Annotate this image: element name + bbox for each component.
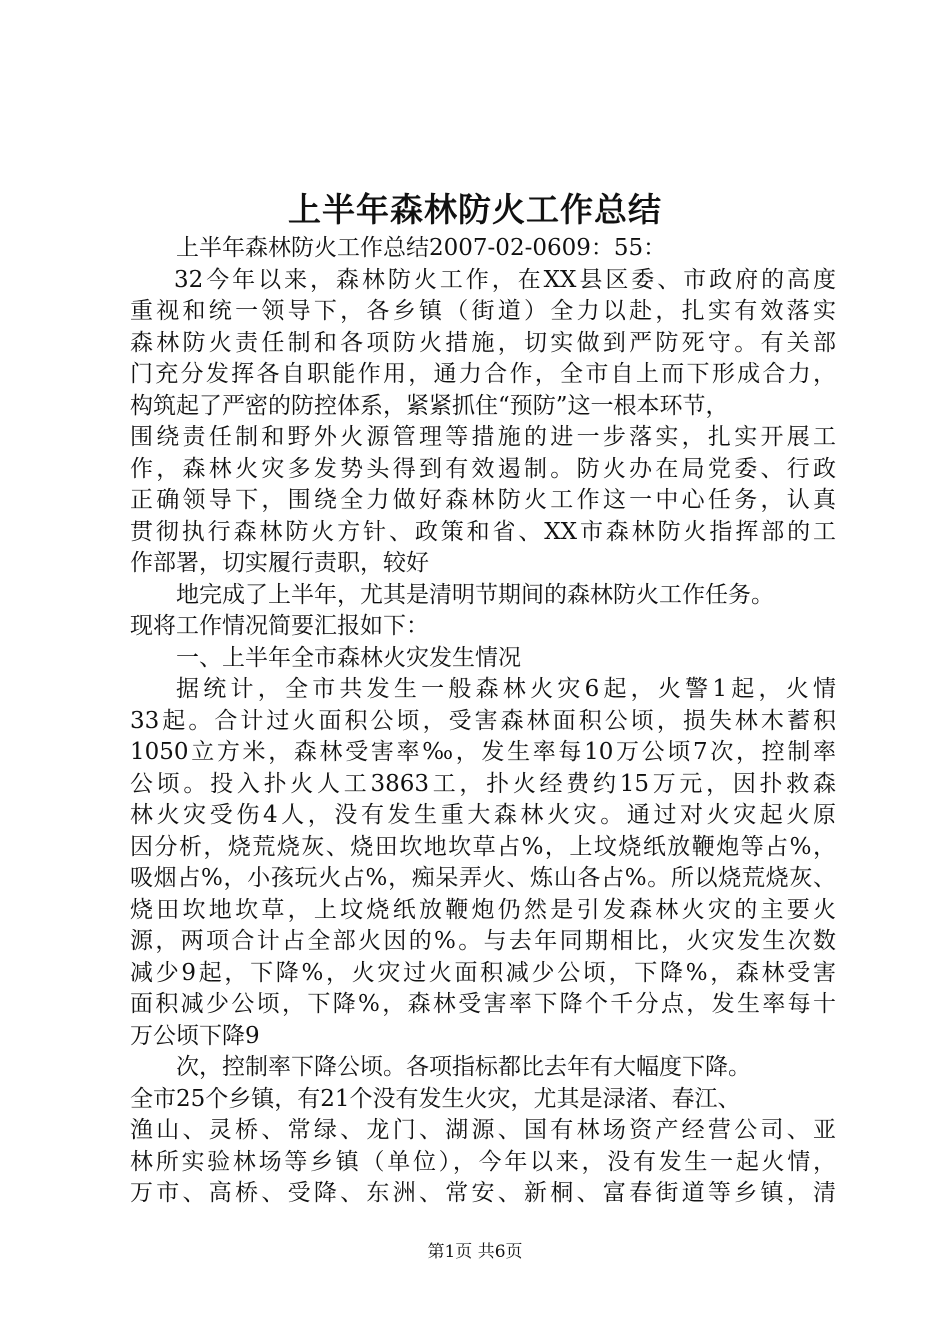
text-line: 门充分发挥各自职能作用，通力合作，全市自上而下形成合力， — [130, 361, 836, 387]
text-line: 全市25个乡镇，有21个没有发生火灾，尤其是渌渚、春江、 — [130, 1085, 741, 1112]
text-line: 渔山、灵桥、常绿、龙门、湖源、国有林场资产经营公司、亚 — [130, 1117, 836, 1143]
text-line: 减少9起，下降%，火灾过火面积减少公顷，下降%，森林受害 — [130, 959, 836, 986]
text-line: 烧田坎地坎草，上坟烧纸放鞭炮仍然是引发森林火灾的主要火 — [130, 896, 836, 923]
page-footer — [0, 1240, 950, 1264]
text-line: 吸烟占%，小孩玩火占%，痴呆弄火、炼山各占%。所以烧荒烧灰、 — [130, 865, 836, 891]
text-line: 1050立方米，森林受害率‰，发生率每10万公顷7次，控制率 — [130, 739, 836, 765]
text-line: 围绕责任制和野外火源管理等措施的进一步落实，扎实开展工 — [130, 424, 836, 450]
text-line: 重视和统一领导下，各乡镇（街道）全力以赴，扎实有效落实 — [130, 298, 836, 324]
text-line: 林火灾受伤4人，没有发生重大森林火灾。通过对火灾起火原 — [130, 802, 836, 828]
text-line: 面积减少公顷，下降%，森林受害率下降个千分点，发生率每十 — [130, 991, 836, 1017]
text-line: 33起。合计过火面积公顷，受害森林面积公顷，损失林木蓄积 — [130, 707, 836, 734]
text-line: 森林防火责任制和各项防火措施，切实做到严防死守。有关部 — [130, 329, 836, 356]
text-line: 现将工作情况简要汇报如下： — [130, 613, 429, 639]
text-line: 公顷。投入扑火人工3863工，扑火经费约15万元，因扑救森 — [130, 770, 836, 797]
text-line: 万公顷下降9 — [130, 1022, 260, 1049]
text-line: 构筑起了严密的防控体系，紧紧抓住“预防”这一根本环节， — [130, 392, 729, 419]
text-line: 正确领导下，围绕全力做好森林防火工作这一中心任务，认真 — [130, 487, 836, 513]
document-title: 上半年森林防火工作总结 — [288, 190, 662, 229]
text-line: 贯彻执行森林防火方针、政策和省、XX市森林防火指挥部的工 — [130, 518, 836, 545]
section-heading: 一、上半年全市森林火灾发生情况 — [176, 644, 521, 671]
text-line: 作，森林火灾多发势头得到有效遏制。防火办在局党委、行政 — [130, 455, 836, 482]
text-line: 作部署，切实履行责职，较好 — [130, 550, 429, 576]
text-line: 32今年以来，森林防火工作，在XX县区委、市政府的高度 — [174, 266, 836, 293]
text-line: 万市、高桥、受降、东洲、常安、新桐、富春街道等乡镇，清 — [130, 1180, 836, 1206]
text-line: 因分析，烧荒烧灰、烧田坎地坎草占%，上坟烧纸放鞭炮等占%， — [130, 833, 836, 860]
text-line: 次，控制率下降公顷。各项指标都比去年有大幅度下降。 — [176, 1054, 751, 1080]
text-line: 地完成了上半年，尤其是清明节期间的森林防火工作任务。 — [176, 581, 774, 608]
document-body — [130, 233, 836, 1210]
text-line: 源，两项合计占全部火因的%。与去年同期相比，火灾发生次数 — [130, 928, 836, 954]
page-indicator: 第1页 共6页 — [427, 1242, 523, 1262]
text-line: 据统计，全市共发生一般森林火灾6起，火警1起，火情 — [176, 676, 836, 702]
text-line: 上半年森林防火工作总结2007-02-0609：55： — [176, 235, 667, 261]
text-line: 林所实验林场等乡镇（单位），今年以来，没有发生一起火情， — [130, 1148, 836, 1175]
